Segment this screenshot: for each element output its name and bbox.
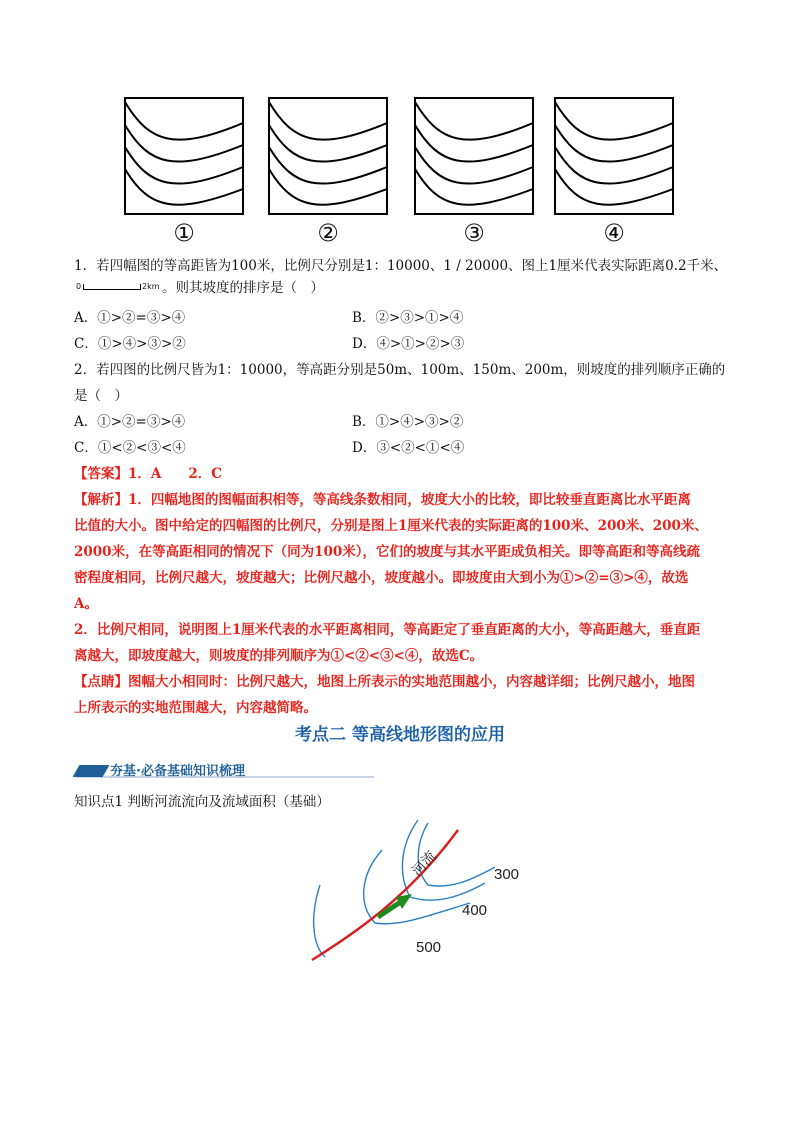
comment-line-2: 上所表示的实地范围越大，内容越简略。	[74, 700, 317, 716]
analysis-line-2: 比值的大小。图中给定的四幅图的比例尺，分别是图上1厘米代表的实际距离的100米、200米、200米、	[74, 518, 708, 534]
q1-option-a: A．①>②=③>④	[74, 310, 186, 326]
analysis-line-3: 2000米，在等高距相同的情况下（同为100米），它们的坡度与其水平距成负相关。即等高距和等高线疏	[74, 544, 701, 560]
comment-line-1: 【点睛】图幅大小相同时：比例尺越大，地图上所表示的实地范围越小，内容越详细；比例尺越小，地图	[74, 674, 695, 690]
question-2-text-line2: 是（ ）	[74, 388, 128, 404]
analysis-line-5: A。	[74, 596, 98, 612]
contour-figure-4	[554, 97, 674, 215]
scale-bar-zero: 0	[76, 282, 82, 291]
analysis-line-1: 【解析】1．四幅地图的图幅面积相等，等高线条数相同，坡度大小的比较，即比较垂直距离比水平距离	[74, 492, 691, 508]
figure-label-1: ①	[173, 219, 195, 247]
figure-label-4: ④	[603, 219, 625, 247]
contour-line-400	[402, 820, 485, 900]
q1-option-c: C．①>④>③>②	[74, 336, 186, 352]
contour-label-500: 500	[416, 939, 442, 956]
contour-label-400: 400	[462, 902, 488, 919]
knowledge-point-title: 知识点1 判断河流流向及流域面积（基础）	[74, 794, 330, 810]
contour-figure-1	[124, 97, 244, 215]
river-label: 河流	[409, 848, 440, 880]
q2-option-a: A．①>②=③>④	[74, 414, 186, 430]
question-1-scale-line	[76, 281, 476, 299]
q2-option-d: D．③<②<①<④	[352, 440, 465, 456]
contour-line-outer-left	[314, 885, 325, 957]
figure-label-3: ③	[463, 219, 485, 247]
analysis-line-4: 密程度相同，比例尺越大，坡度越大；比例尺越小，坡度越小。即坡度由大到小为①>②=③>④，故选	[74, 570, 689, 586]
section-title: 考点二 等高线地形图的应用	[295, 725, 505, 745]
scale-bar	[83, 284, 141, 290]
question-1-text: 1．若四幅图的等高距皆为100米，比例尺分别是1：10000、1 / 20000、图上1厘米代表实际距离0.2千米、	[74, 258, 728, 274]
answer-line: 【答案】1．A 2．C	[74, 466, 223, 482]
q2-option-b: B．①>④>③>②	[352, 414, 464, 430]
analysis-line-6: 2．比例尺相同，说明图上1厘米代表的水平距离相同，等高距定了垂直距离的大小，等高距越大，垂直距	[74, 622, 701, 638]
section-banner	[76, 760, 374, 778]
figure-label-2: ②	[317, 219, 339, 247]
analysis-line-7: 离越大，即坡度越大，则坡度的排列顺序为①<②<③<④，故选C。	[74, 648, 484, 664]
contour-figure-2	[268, 97, 388, 215]
q1-option-d: D．④>①>②>③	[352, 336, 465, 352]
q1-option-b: B．②>③>①>④	[352, 310, 464, 326]
q2-option-c: C．①<②<③<④	[74, 440, 186, 456]
question-2-text-line1: 2．若四图的比例尺皆为1：10000，等高距分别是50m、100m、150m、200m，则坡度的排列顺序正确的	[74, 362, 726, 378]
banner-text: 夯基·必备基础知识梳理	[110, 764, 245, 779]
scale-bar-unit: 2km	[142, 282, 160, 291]
contour-figure-3	[414, 97, 534, 215]
question-1-text-cont: 。则其坡度的排序是（ ）	[162, 280, 324, 296]
contour-label-300: 300	[494, 866, 520, 883]
river-contour-figure	[300, 815, 540, 965]
